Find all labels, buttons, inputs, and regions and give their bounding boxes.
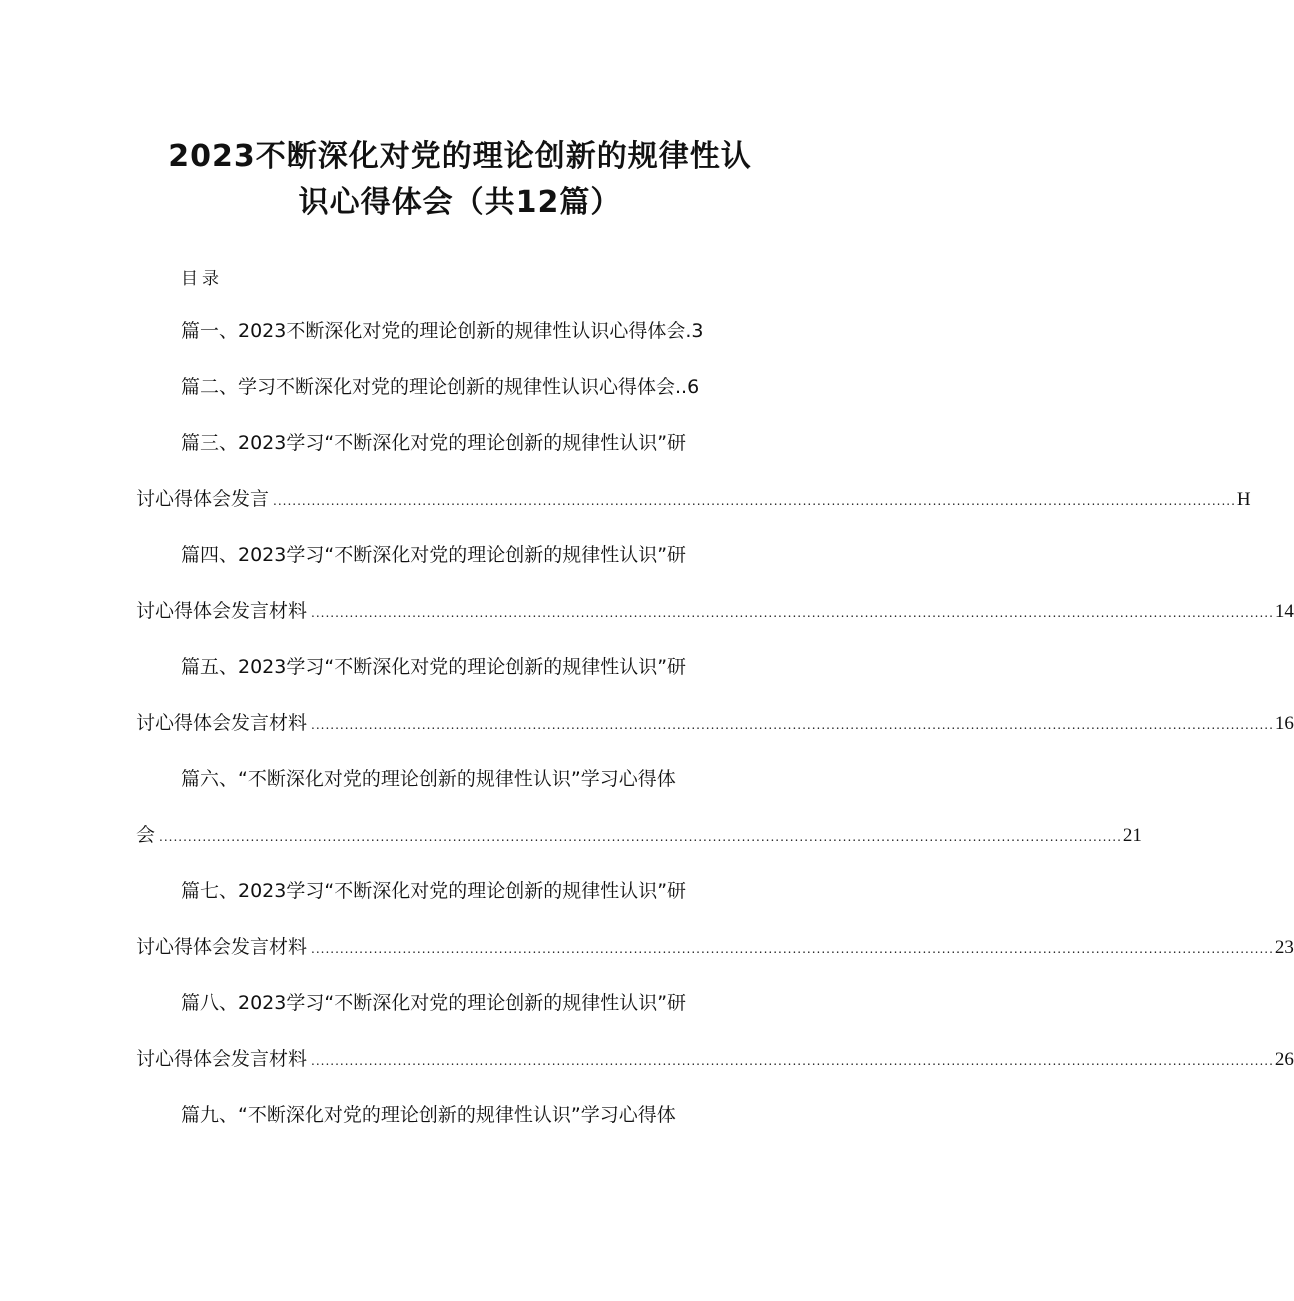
- toc-entry-7-continuation[interactable]: [136, 934, 1294, 962]
- toc-label: 目录: [181, 269, 223, 289]
- dot-leader: ........................................................................................................................................................................................................: [311, 942, 1274, 956]
- dot-leader: ........................................................................................................................................................................................................: [273, 494, 1236, 508]
- toc-page-number: 21: [1122, 825, 1142, 846]
- toc-entry-7[interactable]: 篇七、2023学习“不断深化对党的理论创新的规律性认识”研: [181, 880, 687, 902]
- toc-page-number: 26: [1274, 1049, 1294, 1070]
- toc-entry-continuation-text: 讨心得体会发言材料: [136, 936, 308, 958]
- dot-leader: ........................................................................................................................................................................................................: [311, 1054, 1274, 1068]
- toc-page-number: 23: [1274, 937, 1294, 958]
- dot-leader: ........................................................................................................................................................................................................: [311, 718, 1274, 732]
- toc-entry-5[interactable]: 篇五、2023学习“不断深化对党的理论创新的规律性认识”研: [181, 656, 687, 678]
- toc-entry-6[interactable]: 篇六、“不断深化对党的理论创新的规律性认识”学习心得体: [181, 768, 676, 790]
- toc-entry-9[interactable]: 篇九、“不断深化对党的理论创新的规律性认识”学习心得体: [181, 1104, 676, 1126]
- document-title: [100, 134, 820, 226]
- toc-entry-6-continuation[interactable]: [136, 822, 1142, 850]
- title-line-2: 识心得体会（共12篇）: [298, 185, 622, 220]
- dot-leader: ........................................................................................................................................................................................................: [311, 606, 1274, 620]
- toc-entry-1[interactable]: 篇一、2023不断深化对党的理论创新的规律性认识心得体会.3: [181, 320, 704, 342]
- toc-entry-4-continuation[interactable]: [136, 598, 1294, 626]
- toc-entry-continuation-text: 讨心得体会发言材料: [136, 600, 308, 622]
- dot-leader: ........................................................................................................................................................................................................: [159, 830, 1122, 844]
- toc-entry-5-continuation[interactable]: [136, 710, 1294, 738]
- toc-entry-continuation-text: 讨心得体会发言材料: [136, 1048, 308, 1070]
- toc-page-number: 16: [1274, 713, 1294, 734]
- toc-entry-8-continuation[interactable]: [136, 1046, 1294, 1074]
- toc-entry-continuation-text: 讨心得体会发言: [136, 488, 270, 510]
- toc-page-number: H: [1236, 489, 1251, 510]
- toc-entry-continuation-text: 讨心得体会发言材料: [136, 712, 308, 734]
- toc-entry-3-continuation[interactable]: [136, 486, 1251, 514]
- title-line-1: 2023不断深化对党的理论创新的规律性认: [168, 139, 752, 174]
- toc-entry-3[interactable]: 篇三、2023学习“不断深化对党的理论创新的规律性认识”研: [181, 432, 687, 454]
- toc-entry-4[interactable]: 篇四、2023学习“不断深化对党的理论创新的规律性认识”研: [181, 544, 687, 566]
- toc-page-number: 14: [1274, 601, 1294, 622]
- toc-entry-8[interactable]: 篇八、2023学习“不断深化对党的理论创新的规律性认识”研: [181, 992, 687, 1014]
- toc-entry-2[interactable]: 篇二、学习不断深化对党的理论创新的规律性认识心得体会..6: [181, 376, 700, 398]
- toc-entry-continuation-text: 会: [136, 824, 156, 846]
